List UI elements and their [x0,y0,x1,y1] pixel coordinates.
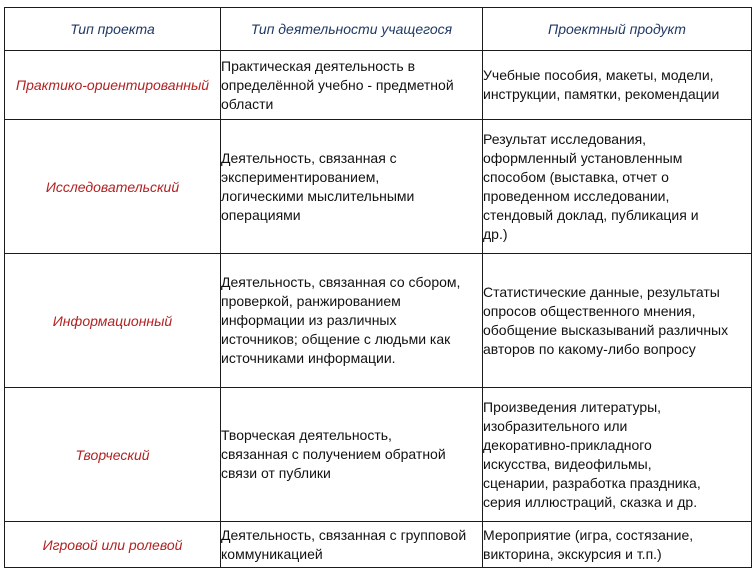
activity-cell [221,522,483,568]
header-row [5,8,752,51]
activity-cell [221,254,483,388]
text-line: Творческая деятельность, [221,427,392,443]
text-line: Деятельность, связанная со сбором, [221,274,461,290]
text-line: Результат исследования, [483,130,647,147]
project-type-cell: Практико-ориентированный [5,51,221,120]
text-line: серия иллюстраций, сказка и др. [483,493,698,510]
text-line: Деятельность, связанная с групповой [221,526,467,543]
activity-cell [221,51,483,120]
project-types-table [4,7,752,568]
product-cell [483,120,752,254]
text-line: декоративно-прикладного [483,436,652,453]
table-row [5,388,752,522]
product-cell [483,522,752,568]
text-line: сценарии, разработка праздника, [483,474,701,491]
text-line: инструкции, памятки, рекомендации [483,86,720,102]
project-type-cell: Информационный [5,254,221,388]
text-line: Произведения литературы, [483,398,662,415]
text-line: стендовый доклад, публикация и [483,206,699,223]
text-line: проверкой, ранжированием [221,293,401,309]
table-row [5,120,752,254]
text-line: определённой учебно - предметной [221,76,454,93]
product-cell [483,388,752,522]
text-line: викторина, экскурсия и т.п.) [483,545,662,562]
text-line: Практическая деятельность в [221,57,416,74]
header-project-type: Тип проекта [5,8,221,51]
text-line: обобщение высказываний различных [483,321,729,338]
table-row [5,254,752,388]
text-line: связи от публики [221,465,331,481]
text-line: др.) [483,225,508,242]
product-cell [483,254,752,388]
text-line: операциями [221,206,301,223]
text-line: Мероприятие (игра, состязание, [483,526,694,543]
header-student-activity: Тип деятельности учащегося [221,8,483,51]
text-line: искусства, видеофильмы, [483,455,652,472]
text-line: экспериментированием, [221,168,380,185]
project-type-cell: Творческий [5,388,221,522]
project-type-cell: Исследовательский [5,120,221,254]
table-row [5,522,752,568]
text-line: оформленный установленным [483,149,683,166]
activity-cell [221,120,483,254]
text-line: Учебные пособия, макеты, модели, [483,67,714,83]
text-line: Деятельность, связанная с [221,149,397,166]
text-line: авторов по какому-либо вопросу [483,340,696,357]
text-line: источников; общение с людьми как [221,331,451,347]
text-line: источниками информации. [221,350,396,366]
text-line: связанная с получением обратной [221,446,446,462]
product-cell [483,51,752,120]
text-line: Статистические данные, результаты [483,283,720,300]
text-line: области [221,95,274,112]
text-line: опросов общественного мнения, [483,302,696,319]
text-line: изобразительного или [483,417,628,434]
text-line: проведенном исследовании, [483,187,670,204]
text-line: информации из различных [221,312,397,328]
activity-cell [221,388,483,522]
project-type-cell: Игровой или ролевой [5,522,221,568]
text-line: коммуникацией [221,545,323,562]
text-line: логическими мыслительными [221,187,415,204]
table-row [5,51,752,120]
header-project-product: Проектный продукт [483,8,752,51]
text-line: способом (выставка, отчет о [483,168,669,185]
